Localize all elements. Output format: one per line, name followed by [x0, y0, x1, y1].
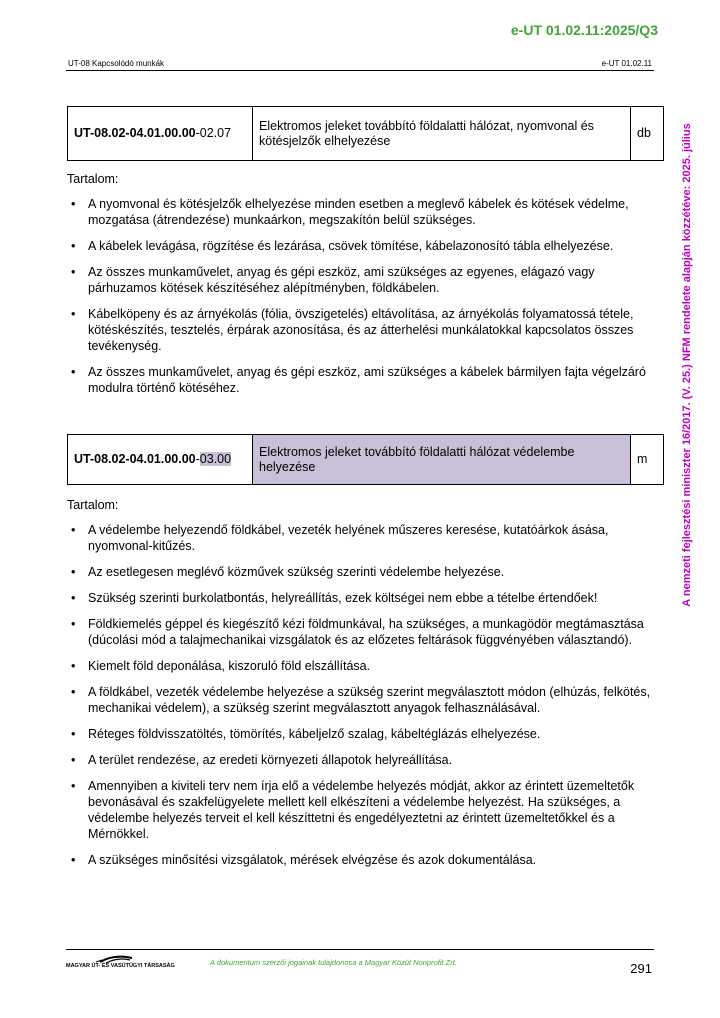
document-reference: e-UT 01.02.11	[601, 59, 652, 68]
list-item: • A védelembe helyezendő földkábel, vezeték helyének műszeres keresése, kutatóárkok ásása, nyomvonal-kitűzés.	[68, 522, 658, 554]
item-description: Elektromos jeleket továbbító földalatti hálózat, nyomvonal és kötésjelzők elhelyezése	[253, 107, 631, 161]
item-table-1	[67, 106, 664, 161]
list-item: • Földkiemelés géppel és kiegészítő kézi földmunkával, ha szükséges, a munkagödör megtámasztása (dúcolási mód a talajmechanikai vizsgálatok és az előzetes feltárások függvényében választandó).	[68, 616, 658, 648]
footer-divider	[66, 949, 654, 950]
content-list	[68, 196, 658, 406]
list-item: • A terület rendezése, az eredeti környezeti állapotok helyreállítása.	[68, 752, 658, 768]
content-label: Tartalom:	[67, 498, 119, 512]
list-item: • A szükséges minősítési vizsgálatok, mérések elvégzése és azok dokumentálása.	[68, 852, 658, 868]
item-table-2	[67, 434, 664, 485]
list-item: • Amennyiben a kiviteli terv nem írja elő a védelembe helyezés módját, akkor az érintett üzemeltetők bevonásával és szakfelügyelete mellett kell elkészíteni a védelembe helyezést. Ha szükséges, a védelembe helyezés terveit el kell készíttetni és engedélyeztetni az érintett üzemeltetőkkel és a Mérnökkel.	[68, 778, 658, 842]
list-item: • Kiemelt föld deponálása, kiszoruló föld elszállítása.	[68, 658, 658, 674]
item-code: UT-08.02-04.01.00.00-02.07	[68, 107, 253, 161]
item-description: Elektromos jeleket továbbító földalatti hálózat védelembe helyezése	[253, 435, 631, 485]
list-item: • A kábelek levágása, rögzítése és lezárása, csövek tömítése, kábelazonosító tábla elhelyezése.	[68, 238, 658, 254]
highlighted-code-part: 03.00	[199, 452, 232, 466]
list-item: • A földkábel, vezeték védelembe helyezése a szükség szerint megválasztott módon (elhúzás, felkötés, mechanikai védelem), a szükség szerint megválasztott anyagok felhasználásával.	[68, 684, 658, 716]
content-label: Tartalom:	[67, 172, 119, 186]
list-item: • Az összes munkaművelet, anyag és gépi eszköz, ami szükséges az egyenes, elágazó vagy párhuzamos kötések készítéséhez alépítményben, földkábelen.	[68, 264, 658, 296]
company-name: MAGYAR ÚT- ÉS VASÚTÜGYI TÁRSASÁG	[66, 963, 175, 969]
list-item: • A nyomvonal és kötésjelzők elhelyezése minden esetben a meglevő kábelek és kötések védelme, mozgatása (átrendezése) munkaárkon, megszakítón belül szükséges.	[68, 196, 658, 228]
content-list	[68, 522, 658, 878]
page-number: 291	[630, 961, 652, 976]
list-item: • Az esetlegesen meglévő közművek szükség szerinti védelembe helyezése.	[68, 564, 658, 580]
copyright-note: A dokumentum szerzői jogainak tulajdonosa a Magyar Közút Nonprofit Zrt.	[210, 958, 457, 967]
header-divider	[66, 70, 654, 71]
document-code: e-UT 01.02.11:2025/Q3	[510, 22, 658, 38]
side-note-text: A nemzeti fejlesztési miniszter 16/2017. (V. 25.) NFM rendelete alapján közzétéve: 2025. július	[681, 123, 693, 607]
item-unit: db	[631, 107, 664, 161]
list-item: • Az összes munkaművelet, anyag és gépi eszköz, ami szükséges a kábelek bármilyen fajta végelzáró modulra történő kötéséhez.	[68, 364, 658, 396]
list-item: • Szükség szerinti burkolatbontás, helyreállítás, ezek költségei nem ebbe a tételbe értendőek!	[68, 590, 658, 606]
list-item: • Kábelköpeny és az árnyékolás (fólia, övszigetelés) eltávolítása, az árnyékolás folyamatossá tétele, kötéskészítés, tesztelés, érpárak azonosítása, és az átterhelési munkálatokkal kapcsolatos összes tevékenység.	[68, 306, 658, 354]
item-code: UT-08.02-04.01.00.00-03.00	[68, 435, 253, 485]
item-unit: m	[631, 435, 664, 485]
section-title: UT-08 Kapcsolódó munkák	[68, 59, 165, 68]
list-item: • Réteges földvisszatöltés, tömörítés, kábeljelző szalag, kábeltéglázás elhelyezése.	[68, 726, 658, 742]
